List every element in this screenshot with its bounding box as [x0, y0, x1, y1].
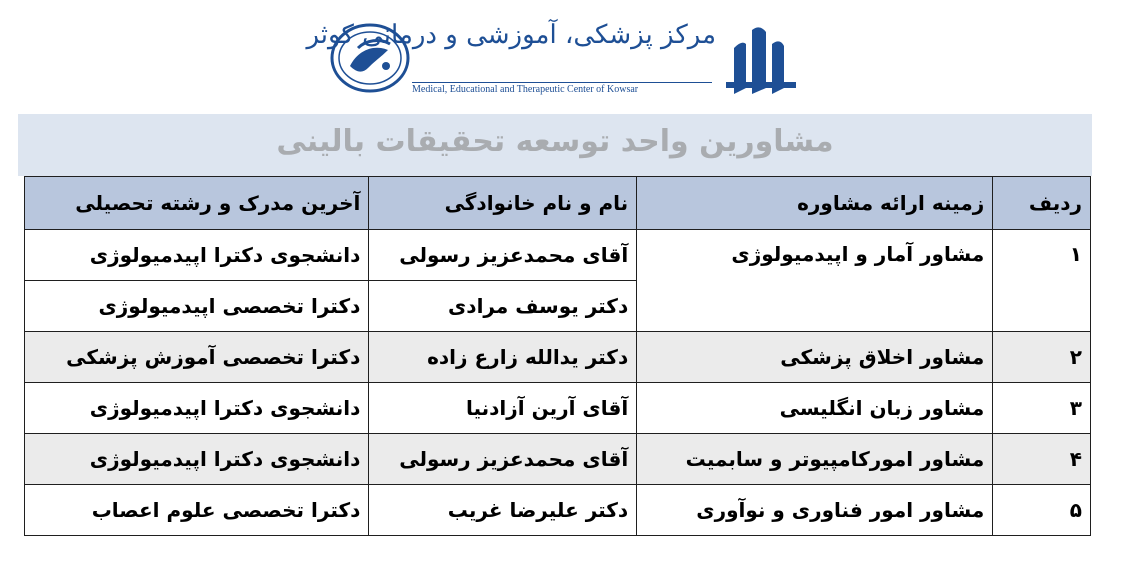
org-logo [306, 14, 798, 100]
cell-name: دکتر یدالله زارع زاده [369, 332, 637, 383]
cell-madrak: دکترا تخصصی اپیدمیولوژی [25, 281, 369, 332]
cell-name: آقای آرین آزادنیا [369, 383, 637, 434]
table-row [25, 383, 1091, 434]
cell-radif: ۴ [993, 434, 1091, 485]
org-name-fa: مرکز پزشکی، آموزشی و درمانی کوثر [306, 20, 716, 50]
cell-radif: ۲ [993, 332, 1091, 383]
cell-zamine: مشاور اخلاق پزشکی [637, 332, 993, 383]
page-title: مشاورین واحد توسعه تحقیقات بالینی [276, 124, 834, 159]
org-name-en: Medical, Educational and Therapeutic Center of Kowsar [412, 82, 712, 95]
table-row [25, 332, 1091, 383]
table-row [25, 230, 1091, 281]
cell-radif: ۵ [993, 485, 1091, 536]
cell-madrak: دانشجوی دکترا اپیدمیولوژی [25, 230, 369, 281]
cell-name: دکتر علیرضا غریب [369, 485, 637, 536]
cell-madrak: دانشجوی دکترا اپیدمیولوژی [25, 434, 369, 485]
cell-radif: ۳ [993, 383, 1091, 434]
header-name: نام و نام خانوادگی [369, 177, 637, 230]
header-madrak: آخرین مدرک و رشته تحصیلی [25, 177, 369, 230]
table-header-row [25, 177, 1091, 230]
cell-zamine: مشاور زبان انگلیسی [637, 383, 993, 434]
cell-zamine: مشاور آمار و اپیدمیولوژی [637, 230, 993, 332]
table-row [25, 485, 1091, 536]
table-row [25, 434, 1091, 485]
cell-name: آقای محمدعزیز رسولی [369, 434, 637, 485]
cell-name: آقای محمدعزیز رسولی [369, 230, 637, 281]
advisors-table [24, 176, 1091, 536]
cell-madrak: دکترا تخصصی آموزش پزشکی [25, 332, 369, 383]
cell-zamine: مشاور امورکامپیوتر و سابمیت [637, 434, 993, 485]
header-radif: ردیف [993, 177, 1091, 230]
cell-name: دکتر یوسف مرادی [369, 281, 637, 332]
cell-madrak: دانشجوی دکترا اپیدمیولوژی [25, 383, 369, 434]
title-band [18, 114, 1092, 176]
cell-madrak: دکترا تخصصی علوم اعصاب [25, 485, 369, 536]
header-zamine: زمینه ارائه مشاوره [637, 177, 993, 230]
cell-zamine: مشاور امور فناوری و نوآوری [637, 485, 993, 536]
brand-mark-icon [724, 24, 798, 96]
cell-radif: ۱ [993, 230, 1091, 332]
